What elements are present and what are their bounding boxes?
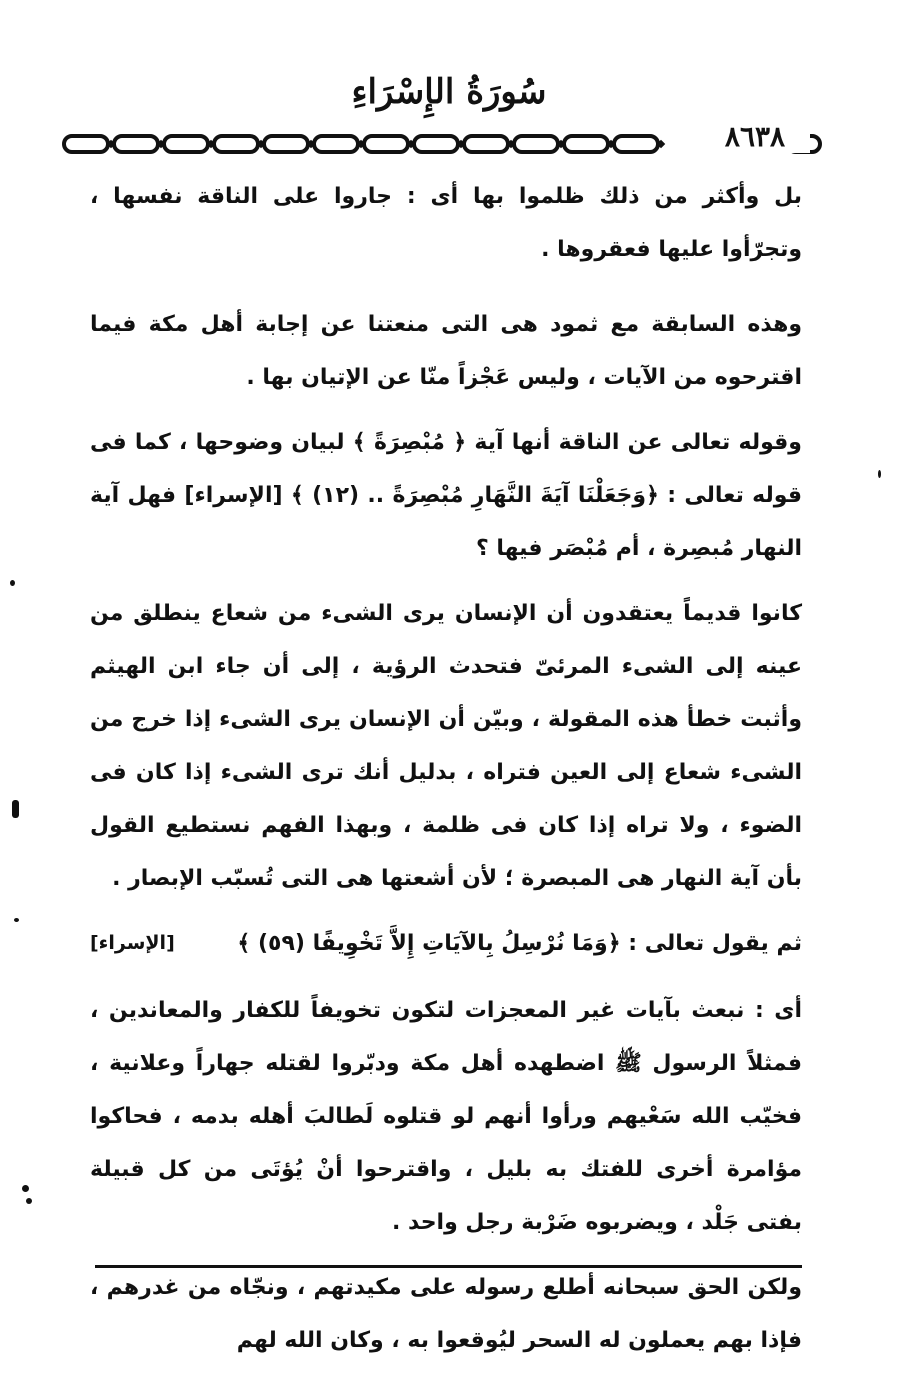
paragraph: أى : نبعث بآيات غير المعجزات لتكون تخويفاً للكفار والمعاندين ، فمثلاً الرسول ﷺ اضطهده أهل مكة ودبّروا لقتله جهاراً وعلانية ، فخيّب الله سَعْيهم ورأوا أنهم لو قتلوه لَطالبَ أهله بدمه ، فحاكوا مؤامرة أخرى للفتك به بليل ، واقترحوا أنْ يُؤتَى من كل قبيلة بفتى جَلْد ، ويضربوه ضَرْبة رجل واحد . (90, 998, 802, 1235)
chain-link (214, 136, 258, 152)
paragraph: وهذه السابقة مع ثمود هى التى منعتنا عن إجابة أهل مكة فيما اقترحوه من الآيات ، وليس عَجْزاً منّا عن الإتيان بها . (90, 312, 802, 390)
chain-link (414, 136, 458, 152)
bottom-rule (95, 1265, 802, 1268)
surah-title: سُورَةُ الإِسْرَاءِ (351, 72, 547, 112)
scan-speck (26, 1198, 32, 1204)
chain-link (264, 136, 308, 152)
paragraph: ولكن الحق سبحانه أطلع رسوله على مكيدتهم ، ونجّاه من غدرهم ، فإذا بهم يعملون له السحر ليُوقعوا به ، وكان الله لهم (90, 1275, 802, 1353)
chain-link (564, 136, 608, 152)
scan-speck (878, 470, 881, 478)
paragraph: وقوله تعالى عن الناقة أنها آية ﴿ مُبْصِرَةً ﴾ لبيان وضوحها ، كما فى قوله تعالى : ﴿وَجَعَلْنَا آيَةَ النَّهَارِ مُبْصِرَةً .. (١٢) ﴾ [الإسراء] فهل آية النهار مُبصِرة ، أم مُبْصَر فيها ؟ (90, 430, 802, 561)
chain-link (614, 136, 658, 152)
verse-line (90, 917, 802, 970)
scan-speck (14, 918, 19, 922)
paragraph: كانوا قديماً يعتقدون أن الإنسان يرى الشىء من شعاع ينطلق من عينه إلى الشىء المرئىّ فتحدث الرؤية ، إلى أن جاء ابن الهيثم وأثبت خطأ هذه المقولة ، وبيّن أن الإنسان يرى الشىء إذا خرج من الشىء شعاع إلى العين فتراه ، بدليل أنك ترى الشىء إذا كان فى الضوء ، ولا تراه إذا كان فى ظلمة ، وبهذا الفهم نستطيع القول بأن آية النهار هى المبصرة ؛ لأن أشعتها هى التى تُسبّب الإبصار . (90, 601, 802, 891)
scan-speck (10, 580, 15, 586)
paragraph: بل وأكثر من ذلك ظلموا بها أى : جاروا على الناقة نفسها ، وتجرّأوا عليها فعقروها . (90, 184, 802, 262)
chain-link (514, 136, 558, 152)
body-text (90, 170, 802, 1379)
page-number: ٨٦٣٨ (700, 120, 810, 153)
scan-speck (22, 1185, 29, 1192)
chain-link (164, 136, 208, 152)
scan-speck (12, 800, 19, 818)
chain-link (114, 136, 158, 152)
verse-text: ثم يقول تعالى : ﴿وَمَا نُرْسِلُ بِالآيَاتِ إِلاَّ تَخْوِيفًا (٥٩) ﴾ (237, 931, 802, 956)
chain-link (464, 136, 508, 152)
chain-link (314, 136, 358, 152)
chain-link (64, 136, 108, 152)
surah-reference: [الإسراء] (90, 932, 175, 954)
chain-link (364, 136, 408, 152)
